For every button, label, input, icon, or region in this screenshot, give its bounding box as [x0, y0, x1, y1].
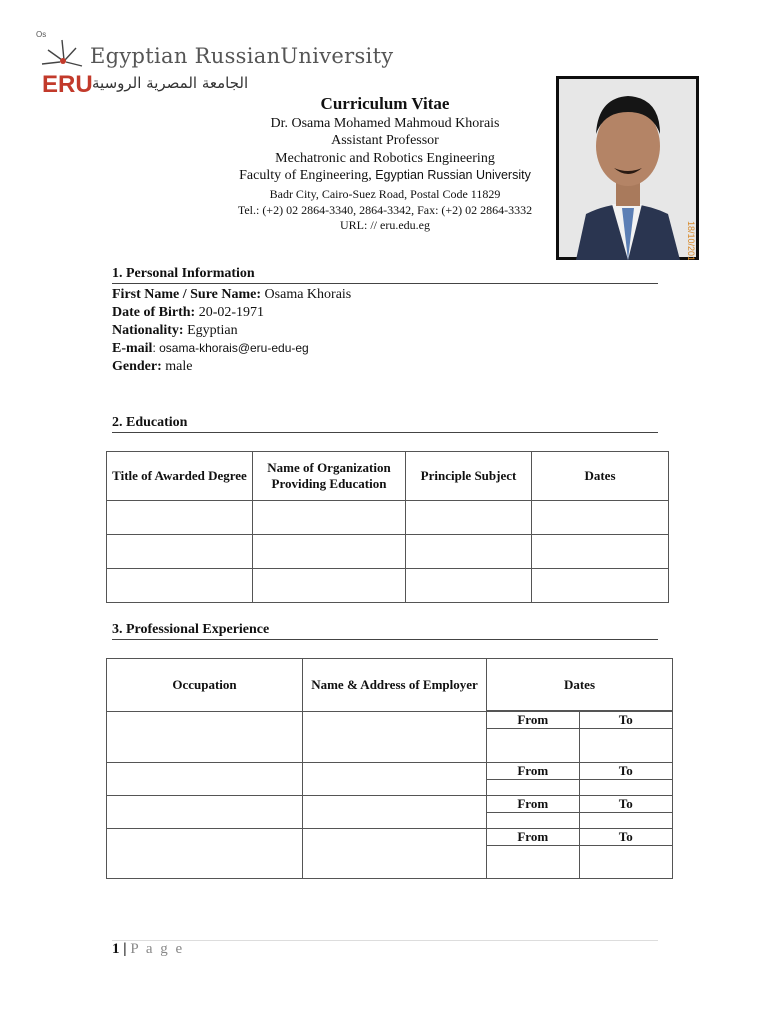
photo-date-stamp: 18/10/201 — [686, 221, 696, 260]
person-name: Dr. Osama Mohamed Mahmoud Khorais — [270, 116, 500, 131]
to-date-cell[interactable] — [579, 846, 673, 879]
corner-mark: Os — [36, 30, 47, 39]
from-date-cell[interactable] — [487, 813, 580, 829]
section-personal-heading: 1. Personal Information — [112, 266, 658, 284]
education-cell[interactable] — [532, 569, 669, 603]
to-label: To — [579, 796, 673, 813]
logo-arabic-text: الجامعة المصرية الروسية — [92, 74, 249, 92]
education-cell[interactable] — [532, 535, 669, 569]
experience-row — [107, 763, 673, 780]
to-date-cell[interactable] — [579, 813, 673, 829]
field-gender — [112, 359, 192, 375]
to-label: To — [579, 712, 673, 729]
education-row — [107, 535, 669, 569]
field-dob — [112, 305, 264, 321]
faculty-prefix: Faculty of Engineering, — [239, 168, 372, 183]
section-education-heading: 2. Education — [112, 415, 658, 433]
url: URL: // eru.edu.eg — [340, 218, 430, 232]
education-header-row — [107, 452, 669, 501]
experience-cell[interactable] — [107, 712, 303, 763]
education-col-degree: Title of Awarded Degree — [107, 452, 253, 501]
education-col-subject: Principle Subject — [406, 452, 532, 501]
person-position: Assistant Professor — [331, 133, 439, 148]
education-cell[interactable] — [253, 501, 406, 535]
from-date-cell[interactable] — [487, 780, 580, 796]
faculty-university: Egyptian Russian University — [375, 168, 531, 182]
faculty — [190, 168, 580, 184]
field-nationality-value: Egyptian — [187, 323, 238, 338]
from-label: From — [487, 763, 580, 780]
experience-cell[interactable] — [107, 829, 303, 879]
field-dob-value: 20-02-1971 — [198, 305, 265, 320]
logo-abbrev: ERU — [42, 71, 93, 96]
page-number: 1 — [112, 941, 120, 957]
field-name — [112, 287, 351, 303]
from-label: From — [487, 829, 580, 846]
experience-row — [107, 796, 673, 813]
experience-cell[interactable] — [303, 829, 487, 879]
education-cell[interactable] — [107, 569, 253, 603]
education-cell[interactable] — [406, 535, 532, 569]
experience-col-occupation: Occupation — [107, 659, 303, 712]
page-word: P a g e — [130, 941, 185, 957]
footer-divider — [112, 940, 658, 941]
experience-row — [107, 712, 673, 729]
profile-photo — [556, 76, 699, 260]
field-dob-label: Date of Birth: — [112, 305, 196, 320]
education-cell[interactable] — [107, 535, 253, 569]
education-cell[interactable] — [406, 501, 532, 535]
education-cell[interactable] — [406, 569, 532, 603]
to-label: To — [579, 829, 673, 846]
field-gender-label: Gender: — [112, 359, 162, 374]
eru-logo-icon — [38, 38, 98, 96]
department: Mechatronic and Robotics Engineering — [275, 151, 495, 166]
field-nationality — [112, 323, 238, 339]
education-row — [107, 569, 669, 603]
from-date-cell[interactable] — [487, 729, 580, 763]
education-cell[interactable] — [107, 501, 253, 535]
experience-table — [106, 658, 673, 879]
field-gender-value: male — [165, 359, 193, 374]
experience-header-row — [107, 659, 673, 711]
from-date-cell[interactable] — [487, 846, 580, 879]
education-col-dates: Dates — [532, 452, 669, 501]
education-col-organization: Name of Organization Providing Education — [253, 452, 406, 501]
experience-col-dates: Dates — [487, 659, 673, 711]
experience-cell[interactable] — [107, 796, 303, 829]
education-cell[interactable] — [253, 569, 406, 603]
address: Badr City, Cairo-Suez Road, Postal Code 11829 — [269, 187, 501, 201]
section-experience-heading: 3. Professional Experience — [112, 622, 658, 640]
cv-title: Curriculum Vitae — [320, 94, 450, 113]
page-separator: | — [123, 941, 127, 957]
field-name-value: Osama Khorais — [264, 287, 352, 302]
field-email-label: E-mail — [112, 341, 153, 356]
from-label: From — [487, 712, 580, 729]
education-cell[interactable] — [253, 535, 406, 569]
field-nationality-label: Nationality: — [112, 323, 184, 338]
experience-cell[interactable] — [303, 712, 487, 763]
experience-cell[interactable] — [303, 796, 487, 829]
to-label: To — [579, 763, 673, 780]
field-email — [112, 341, 309, 357]
education-cell[interactable] — [532, 501, 669, 535]
to-date-cell[interactable] — [579, 729, 673, 763]
experience-col-employer: Name & Address of Employer — [303, 659, 487, 712]
education-table — [106, 451, 669, 603]
experience-cell[interactable] — [107, 763, 303, 796]
experience-row — [107, 829, 673, 846]
to-date-cell[interactable] — [579, 780, 673, 796]
logo-english-text: Egyptian RussianUniversity — [90, 44, 394, 68]
experience-cell[interactable] — [303, 763, 487, 796]
field-email-value: : osama-khorais@eru-edu-eg — [152, 341, 309, 355]
field-name-label: First Name / Sure Name: — [112, 287, 262, 302]
page-footer — [112, 941, 184, 958]
phone-fax: Tel.: (+2) 02 2864-3340, 2864-3342, Fax: (+2) 02 2864-3332 — [237, 203, 533, 217]
from-label: From — [487, 796, 580, 813]
education-row — [107, 501, 669, 535]
